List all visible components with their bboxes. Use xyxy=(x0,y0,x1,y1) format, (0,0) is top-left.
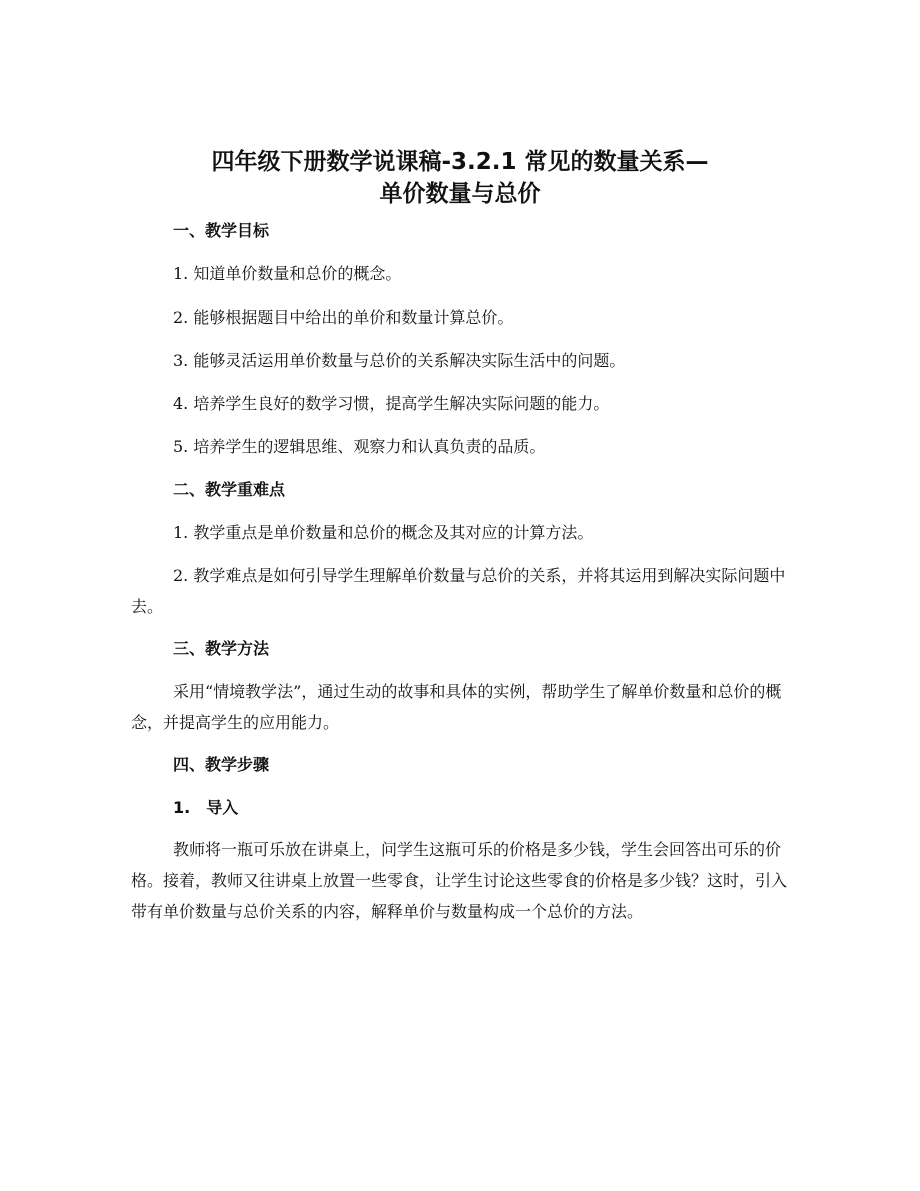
objective-item-3: 3. 能够灵活运用单价数量与总价的关系解决实际生活中的问题。 xyxy=(173,351,626,370)
objective-item-4: 4. 培养学生良好的数学习惯，提高学生解决实际问题的能力。 xyxy=(173,394,610,413)
subheading-introduction: 1. 导入 xyxy=(173,798,239,817)
introduction-paragraph: 教师将一瓶可乐放在讲桌上，问学生这瓶可乐的价格是多少钱，学生会回答出可乐的价格。接着，教师又往讲桌上放置一些零食，让学生讨论这些零食的价格是多少钱？这时，引入带有单价数量与总价关系的内容，解释单价与数量构成一个总价的方法。 xyxy=(131,840,788,921)
section-heading-objectives: 一、教学目标 xyxy=(173,221,270,240)
document-title-line-2: 单价数量与总价 xyxy=(379,181,541,207)
objective-item-5: 5. 培养学生的逻辑思维、观察力和认真负责的品质。 xyxy=(173,437,546,456)
methods-paragraph: 采用“情境教学法”，通过生动的故事和具体的实例，帮助学生了解单价数量和总价的概念，并提高学生的应用能力。 xyxy=(131,682,782,732)
key-point-item-1: 1. 教学重点是单价数量和总价的概念及其对应的计算方法。 xyxy=(173,523,594,542)
key-point-item-2: 2. 教学难点是如何引导学生理解单价数量与总价的关系，并将其运用到解决实际问题中去。 xyxy=(131,566,786,616)
section-heading-key-points: 二、教学重难点 xyxy=(173,480,286,499)
objective-item-1: 1. 知道单价数量和总价的概念。 xyxy=(173,264,402,283)
section-heading-methods: 三、教学方法 xyxy=(173,639,270,658)
objective-item-2: 2. 能够根据题目中给出的单价和数量计算总价。 xyxy=(173,308,514,327)
section-heading-steps: 四、教学步骤 xyxy=(173,755,270,774)
document-title-line-1: 四年级下册数学说课稿-3.2.1 常见的数量关系— xyxy=(211,149,709,175)
